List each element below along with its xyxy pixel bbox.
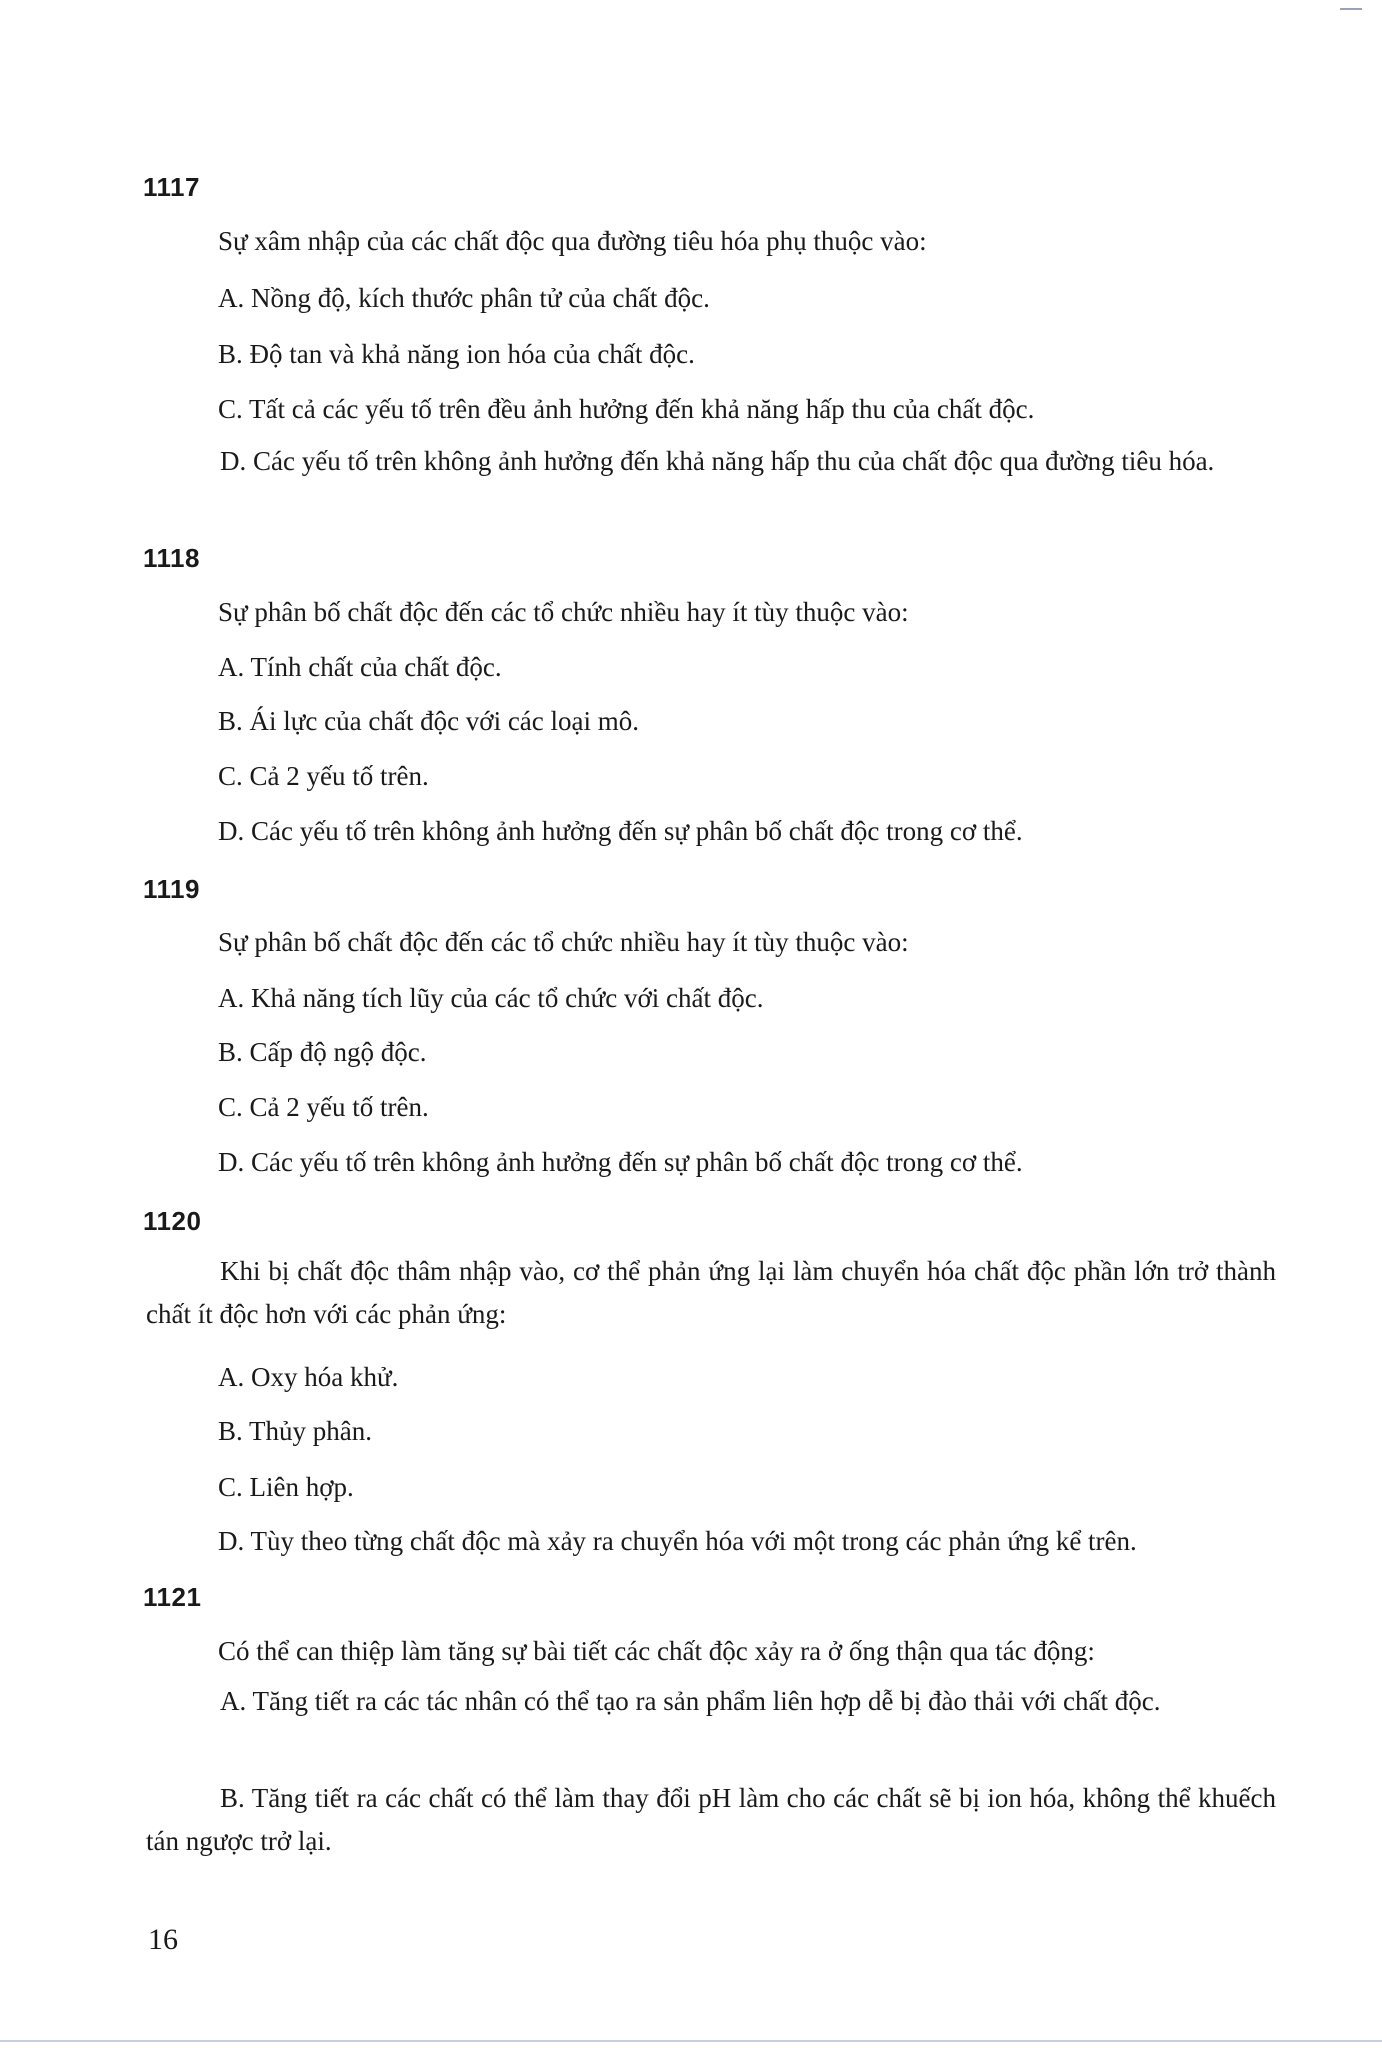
answer-option: B. Ái lực của chất độc với các loại mô. <box>218 706 640 736</box>
scan-mark <box>1340 8 1362 10</box>
question-number: 1120 <box>143 1206 202 1236</box>
answer-option: C. Liên hợp. <box>218 1472 354 1502</box>
question-stem: Sự xâm nhập của các chất độc qua đường tiêu hóa phụ thuộc vào: <box>218 226 927 256</box>
answer-option: D. Các yếu tố trên không ảnh hưởng đến sự phân bố chất độc trong cơ thể. <box>218 816 1023 846</box>
answer-option: B. Độ tan và khả năng ion hóa của chất độc. <box>218 339 695 369</box>
question-stem: Sự phân bố chất độc đến các tổ chức nhiều hay ít tùy thuộc vào: <box>218 927 909 957</box>
answer-option: C. Cả 2 yếu tố trên. <box>218 761 429 791</box>
question-stem: Có thể can thiệp làm tăng sự bài tiết các chất độc xảy ra ở ống thận qua tác động: <box>218 1636 1095 1666</box>
answer-option: B. Tăng tiết ra các chất có thể làm thay đổi pH làm cho các chất sẽ bị ion hóa, không thể khuếch tán ngược trở lại. <box>146 1783 1276 1857</box>
answer-option: A. Khả năng tích lũy của các tổ chức với chất độc. <box>218 983 764 1013</box>
question-number: 1121 <box>143 1582 202 1612</box>
answer-option: D. Tùy theo từng chất độc mà xảy ra chuyển hóa với một trong các phản ứng kể trên. <box>218 1526 1137 1556</box>
answer-option: C. Tất cả các yếu tố trên đều ảnh hưởng đến khả năng hấp thu của chất độc. <box>218 394 1035 424</box>
page-number: 16 <box>148 1923 178 1956</box>
answer-option: D. Các yếu tố trên không ảnh hưởng đến khả năng hấp thu của chất độc qua đường tiêu hóa. <box>220 446 1215 476</box>
question-number: 1119 <box>143 874 200 904</box>
answer-option: B. Cấp độ ngộ độc. <box>218 1037 427 1067</box>
answer-option: A. Tính chất của chất độc. <box>218 652 502 682</box>
answer-option: B. Thủy phân. <box>218 1416 372 1446</box>
page-edge <box>0 2040 1382 2042</box>
question-number: 1118 <box>143 543 200 573</box>
answer-option: A. Tăng tiết ra các tác nhân có thể tạo ra sản phẩm liên hợp dễ bị đào thải với chất độc. <box>220 1686 1161 1716</box>
question-stem: Sự phân bố chất độc đến các tổ chức nhiều hay ít tùy thuộc vào: <box>218 597 909 627</box>
answer-option: A. Nồng độ, kích thước phân tử của chất độc. <box>218 283 710 313</box>
answer-option: C. Cả 2 yếu tố trên. <box>218 1092 429 1122</box>
answer-option: D. Các yếu tố trên không ảnh hưởng đến sự phân bố chất độc trong cơ thể. <box>218 1147 1023 1177</box>
question-number: 1117 <box>143 172 200 202</box>
answer-option: A. Oxy hóa khử. <box>218 1362 399 1392</box>
question-stem: Khi bị chất độc thâm nhập vào, cơ thể phản ứng lại làm chuyển hóa chất độc phần lớn trở thành chất ít độc hơn với các phản ứng: <box>146 1256 1276 1330</box>
